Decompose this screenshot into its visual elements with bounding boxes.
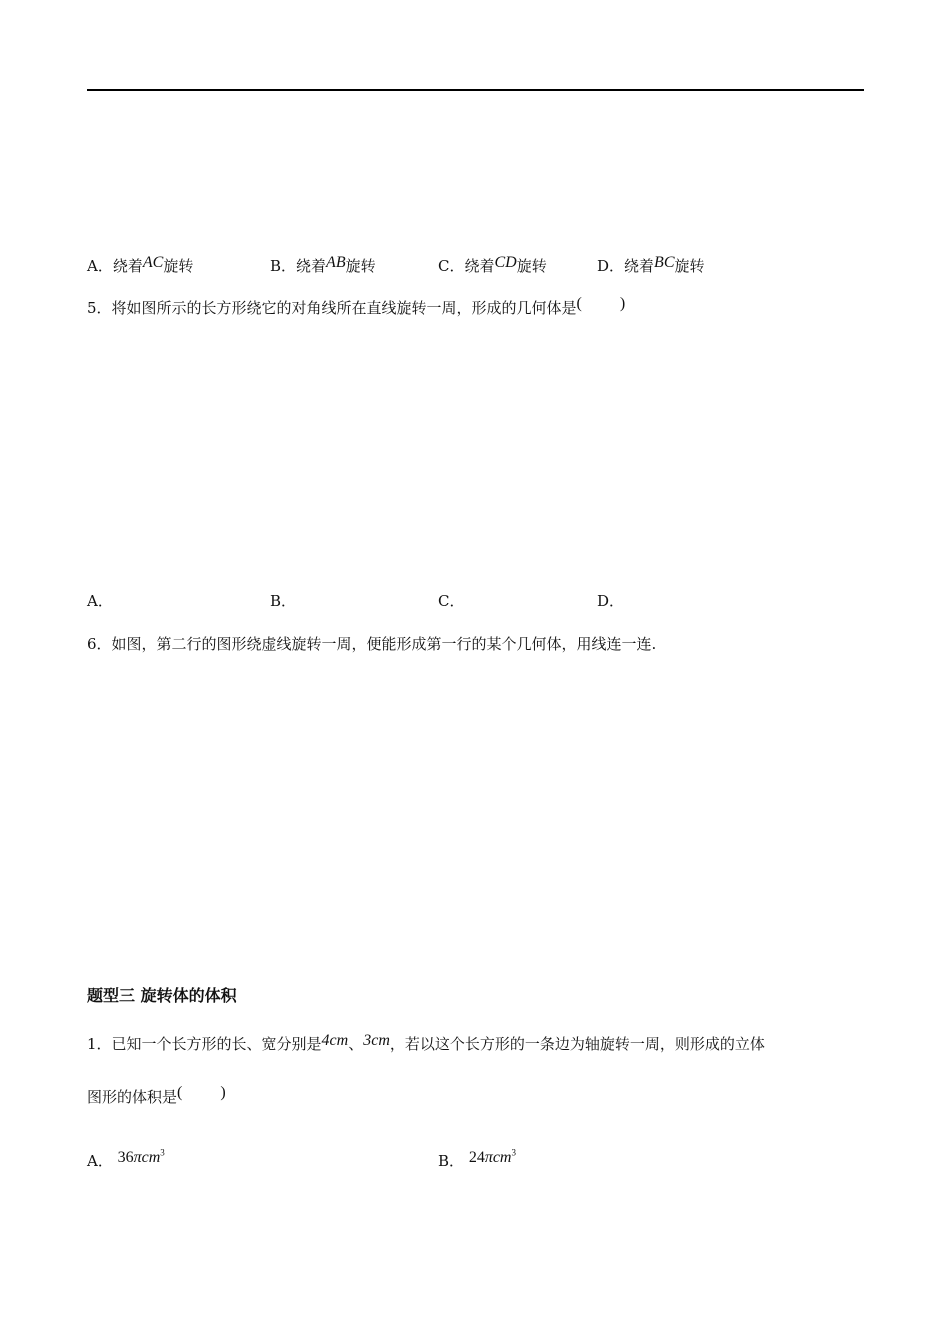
math-ab: AB xyxy=(326,254,346,271)
q5-option-b[interactable]: B． xyxy=(270,592,297,610)
s3-q1-option-b[interactable]: B． 24πcm$^3$ xyxy=(438,1147,516,1170)
q4-option-a[interactable]: A．绕着AC旋转 xyxy=(87,254,194,275)
q5-option-a[interactable]: A． xyxy=(87,592,113,610)
s3-q1-option-a[interactable]: A． 36πcm$^3$ xyxy=(87,1147,165,1170)
math-volume-a: 36πcm$^3$ xyxy=(117,1147,165,1166)
math-volume-b: 24πcm$^3$ xyxy=(468,1147,516,1166)
q4-option-b[interactable]: B．绕着AB旋转 xyxy=(270,254,376,275)
section-title: 题型三 旋转体的体积 xyxy=(87,986,237,1005)
q5-option-c[interactable]: C． xyxy=(438,592,465,610)
math-length: 4cm xyxy=(321,1032,349,1049)
q4-option-d[interactable]: D．绕着BC旋转 xyxy=(597,254,705,275)
q4-option-c[interactable]: C．绕着CD旋转 xyxy=(438,254,547,275)
math-cd: CD xyxy=(494,254,517,271)
header-rule xyxy=(87,89,864,91)
s3-q1-line2: 图形的体积是( ) xyxy=(87,1084,226,1106)
q5-option-d[interactable]: D． xyxy=(597,592,625,610)
answer-paren-close: ) xyxy=(220,1084,226,1101)
q5-question: 5．将如图所示的长方形绕它的对角线所在直线旋转一周，形成的几何体是( ) xyxy=(87,295,626,317)
answer-paren-close: ) xyxy=(619,295,626,312)
answer-paren-open: ( xyxy=(177,1084,183,1101)
q6-question: 6．如图，第二行的图形绕虚线旋转一周，便能形成第一行的某个几何体，用线连一连. xyxy=(87,635,657,653)
math-bc: BC xyxy=(654,254,675,271)
math-width: 3cm xyxy=(363,1032,390,1049)
math-ac: AC xyxy=(142,254,164,271)
answer-paren-open: ( xyxy=(576,295,582,312)
s3-q1-line1: 1．已知一个长方形的长、宽分别是4cm、3cm，若以这个长方形的一条边为轴旋转一周，则形成的立体 xyxy=(87,1032,765,1053)
